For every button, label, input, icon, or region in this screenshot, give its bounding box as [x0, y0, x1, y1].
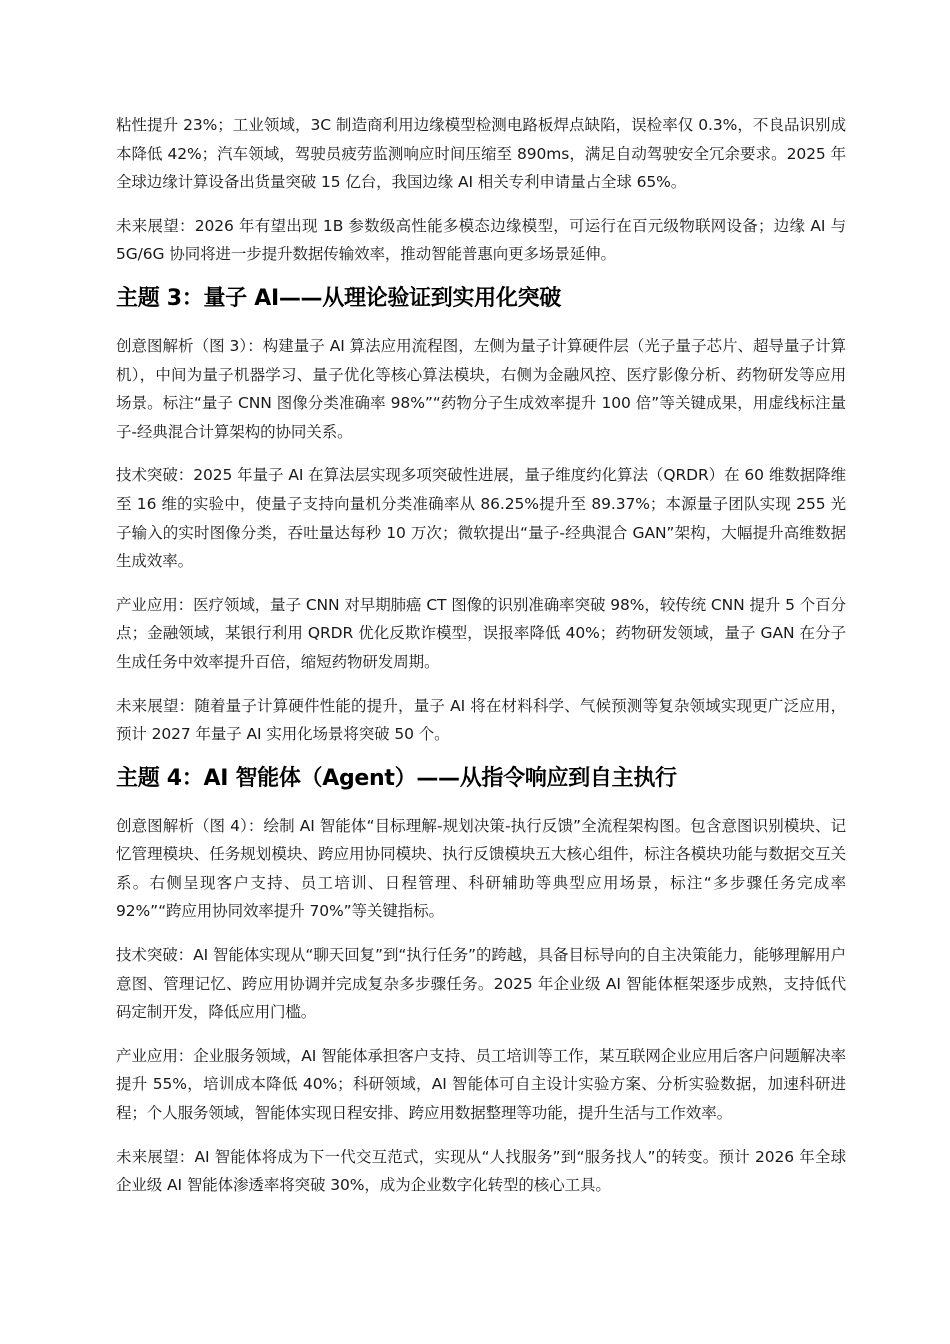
paragraph-agent-figure-description: 创意图解析（图 4）：绘制 AI 智能体“目标理解-规划决策-执行反馈”全流程架构图。包含意图识别模块、记忆管理模块、任务规划模块、跨应用协同模块、执行反馈模块五大核心组件，标注各模块功能与数据交互关系。右侧呈现客户支持、员工培训、日程管理、科研辅助等典型应用场景，标注“多步骤任务完成率 92%”“跨应用协同效率提升 70%”等关键指标。 [116, 816, 846, 921]
heading-topic-4: 主题 4：AI 智能体（Agent）——从指令响应到自主执行 [116, 765, 677, 791]
paragraph-edge-ai-applications: 粘性提升 23%；工业领域，3C 制造商利用边缘模型检测电路板焊点缺陷，误检率仅 0.3%，不良品识别成本降低 42%；汽车领域，驾驶员疲劳监测响应时间压缩至 890ms，满足自动驾驶安全冗余要求。2025 年全球边缘计算设备出货量突破 15 亿台，我国边缘 AI 相关专利申请量占全球 65%。 [116, 116, 846, 192]
paragraph-agent-outlook: 未来展望：AI 智能体将成为下一代交互范式，实现从“人找服务”到“服务找人”的转变。预计 2026 年全球企业级 AI 智能体渗透率将突破 30%，成为企业数字化转型的核心工具。 [116, 1147, 846, 1195]
document-page [116, 111, 846, 1215]
paragraph-quantum-figure-description: 创意图解析（图 3）：构建量子 AI 算法应用流程图，左侧为量子计算硬件层（光子量子芯片、超导量子计算机），中间为量子机器学习、量子优化等核心算法模块，右侧为金融风控、医疗影像分析、药物研发等应用场景。标注“量子 CNN 图像分类准确率 98%”“药物分子生成效率提升 100 倍”等关键成果，用虚线标注量子-经典混合计算架构的协同关系。 [116, 336, 846, 441]
heading-topic-3: 主题 3：量子 AI——从理论验证到实用化突破 [116, 285, 561, 311]
paragraph-quantum-breakthrough: 技术突破：2025 年量子 AI 在算法层实现多项突破性进展，量子维度约化算法（QRDR）在 60 维数据降维至 16 维的实验中，使量子支持向量机分类准确率从 86.25%提升至 89.37%；本源量子团队实现 255 光子输入的实时图像分类，吞吐量达每秒 10 万次；微软提出“量子-经典混合 GAN”架构，大幅提升高维数据生成效率。 [116, 466, 846, 571]
paragraph-quantum-outlook: 未来展望：随着量子计算硬件性能的提升，量子 AI 将在材料科学、气候预测等复杂领域实现更广泛应用，预计 2027 年量子 AI 实用化场景将突破 50 个。 [116, 696, 846, 744]
paragraph-agent-breakthrough: 技术突破：AI 智能体实现从“聊天回复”到“执行任务”的跨越，具备目标导向的自主决策能力，能够理解用户意图、管理记忆、跨应用协调并完成复杂多步骤任务。2025 年企业级 AI 智能体框架逐步成熟，支持低代码定制开发，降低应用门槛。 [116, 946, 846, 1022]
paragraph-agent-applications: 产业应用：企业服务领域，AI 智能体承担客户支持、员工培训等工作，某互联网企业应用后客户问题解决率提升 55%，培训成本降低 40%；科研领域，AI 智能体可自主设计实验方案、分析实验数据，加速科研进程；个人服务领域，智能体实现日程安排、跨应用数据整理等功能，提升生活与工作效率。 [116, 1046, 846, 1123]
paragraph-edge-ai-outlook: 未来展望：2026 年有望出现 1B 参数级高性能多模态边缘模型，可运行在百元级物联网设备；边缘 AI 与 5G/6G 协同将进一步提升数据传输效率，推动智能普惠向更多场景延伸。 [116, 216, 846, 264]
paragraph-quantum-applications: 产业应用：医疗领域，量子 CNN 对早期肺癌 CT 图像的识别准确率突破 98%，较传统 CNN 提升 5 个百分点；金融领域，某银行利用 QRDR 优化反欺诈模型，误报率降低 40%；药物研发领域，量子 GAN 在分子生成任务中效率提升百倍，缩短药物研发周期。 [116, 595, 846, 671]
